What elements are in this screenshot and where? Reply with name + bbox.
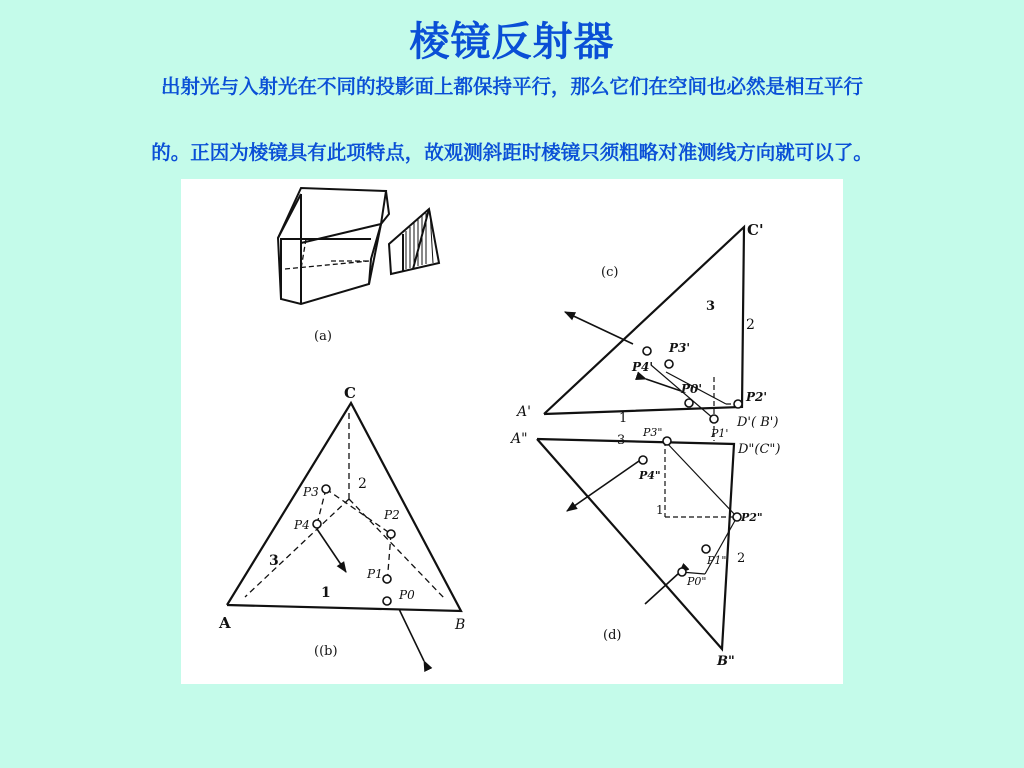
fig-b-vertex-c: C — [344, 384, 356, 402]
fig-c-label-p0: P0' — [681, 382, 703, 396]
fig-b-face-3: 3 — [269, 553, 279, 569]
fig-d-label-p3: P3" — [643, 426, 663, 439]
fig-c-vertex-db: D'( B') — [737, 415, 779, 430]
slide-title: 棱镜反射器 — [409, 18, 615, 65]
caption-d: (d) — [603, 628, 622, 643]
fig-b-label-p0: P0 — [399, 588, 415, 602]
fig-d-label-p4: P4" — [639, 469, 661, 482]
fig-d-vertex-dc: D"(C") — [738, 442, 781, 457]
fig-b-label-p2: P2 — [384, 508, 400, 522]
fig-d-vertex-b: B" — [717, 654, 735, 669]
fig-d-face-1: 1 — [656, 503, 664, 517]
fig-c-label-p1: P1' — [711, 427, 729, 440]
figure-d-triangle — [537, 439, 734, 649]
fig-b-vertex-a: A — [219, 614, 231, 632]
fig-d-label-p2: P2" — [741, 511, 763, 524]
prism-figure-panel — [181, 179, 843, 684]
body-text-line-1: 出射光与入射光在不同的投影面上都保持平行，那么它们在空间也必然是相互平行 — [160, 75, 863, 98]
fig-b-label-p1: P1 — [367, 567, 383, 581]
fig-c-vertex-c: C' — [747, 221, 764, 239]
caption-a: (a) — [314, 329, 332, 344]
caption-b: ((b) — [314, 644, 338, 659]
fig-b-label-p3: P3 — [303, 485, 319, 499]
figure-a-hatching — [406, 211, 433, 269]
fig-d-face-3: 3 — [617, 433, 626, 448]
caption-c: (c) — [601, 265, 619, 280]
body-text-line-2: 的。正因为棱镜具有此项特点，故观测斜距时棱镜只须粗略对准测线方向就可以了。 — [151, 141, 873, 164]
fig-d-vertex-a: A" — [511, 431, 528, 447]
fig-b-vertex-b: B — [455, 617, 466, 633]
fig-c-vertex-a: A' — [517, 404, 531, 420]
fig-c-label-p4: P4' — [632, 360, 654, 374]
fig-d-label-p1: P1" — [707, 554, 727, 567]
fig-c-face-3: 3 — [706, 299, 716, 314]
fig-c-label-p2: P2' — [746, 390, 768, 404]
fig-b-label-p4: P4 — [294, 518, 310, 532]
fig-c-face-2: 2 — [746, 317, 755, 333]
fig-b-face-1: 1 — [321, 585, 331, 601]
fig-d-label-p0: P0" — [687, 575, 707, 588]
figure-a-prism-assembly — [278, 188, 439, 304]
fig-b-face-2: 2 — [358, 476, 367, 492]
fig-d-face-2: 2 — [737, 551, 746, 566]
fig-c-face-1: 1 — [619, 411, 628, 426]
fig-c-label-p3: P3' — [669, 341, 691, 355]
